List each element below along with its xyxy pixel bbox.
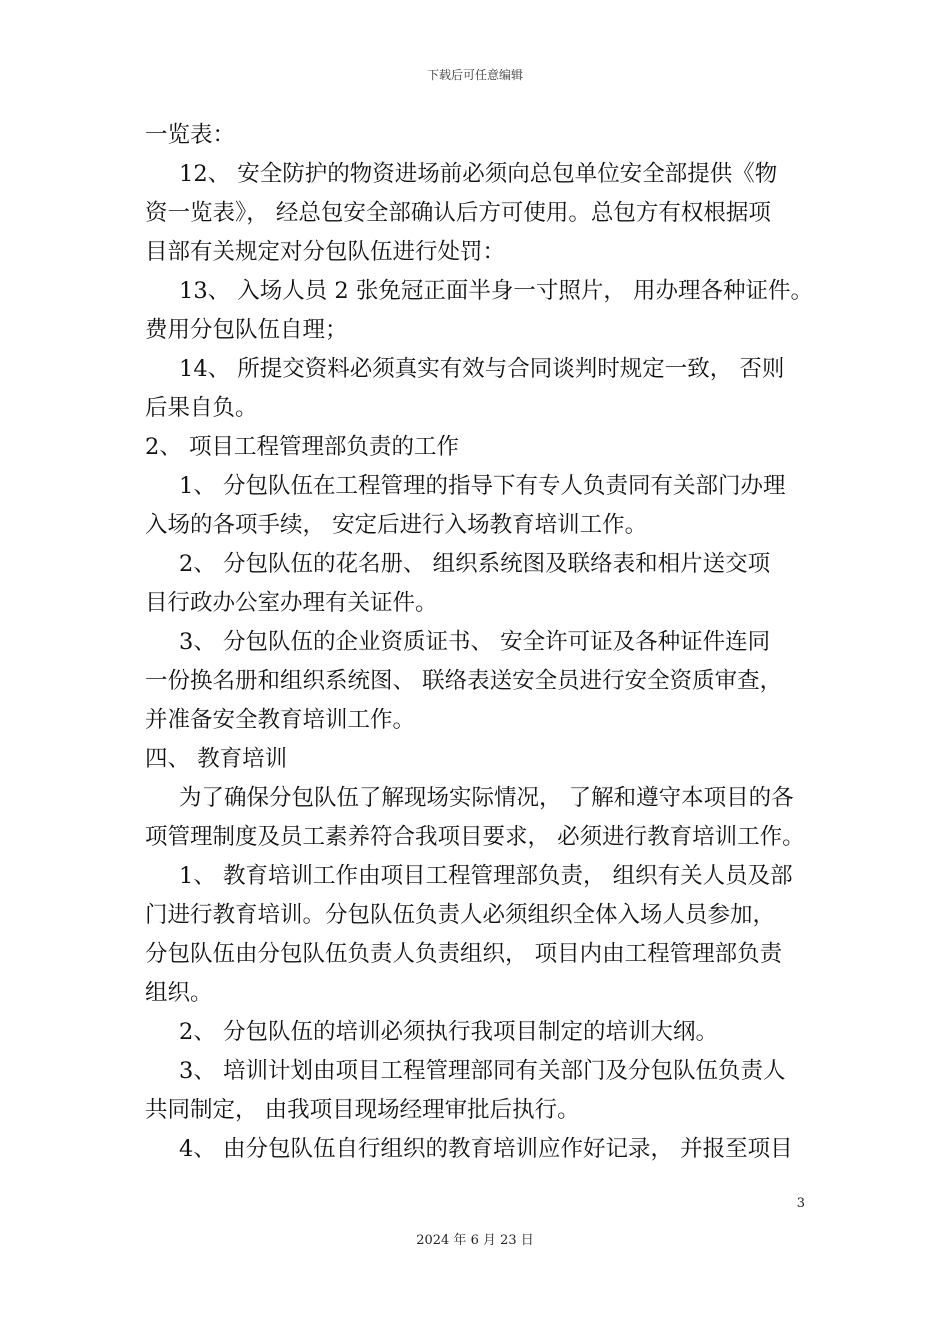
- body-line: 3、 培训计划由项目工程管理部同有关部门及分包队伍负责人: [179, 1058, 786, 1084]
- body-line: 为了确保分包队伍了解现场实际情况， 了解和遵守本项目的各: [179, 785, 794, 811]
- body-line: 1、 分包队伍在工程管理的指导下有专人负责同有关部门办理: [179, 473, 786, 499]
- body-line: 2、 分包队伍的培训必须执行我项目制定的培训大纲。: [179, 1019, 718, 1045]
- section-heading: 2、 项目工程管理部负责的工作: [145, 434, 459, 460]
- body-line: 入场的各项手续， 安定后进行入场教育培训工作。: [145, 512, 648, 538]
- body-line: 1、 教育培训工作由项目工程管理部负责， 组织有关人员及部: [179, 863, 793, 889]
- body-line: 并准备安全教育培训工作。: [145, 707, 416, 733]
- body-line: 目行政办公室办理有关证件。: [145, 590, 438, 616]
- footer-date: 2024 年 6 月 23 日: [416, 1233, 534, 1248]
- body-line: 分包队伍由分包队伍负责人负责组织， 项目内由工程管理部负责: [145, 941, 783, 967]
- body-line: 资一览表》， 经总包安全部确认后方可使用。总包方有权根据项: [145, 200, 771, 226]
- body-line: 3、 分包队伍的企业资质证书、 安全许可证及各种证件连同: [179, 629, 771, 655]
- body-line: 14、 所提交资料必须真实有效与合同谈判时规定一致， 否则: [179, 356, 785, 382]
- body-line: 一份换名册和组织系统图、 联络表送安全员进行安全资质审查，: [145, 668, 783, 694]
- body-line: 共同制定， 由我项目现场经理审批后执行。: [145, 1097, 580, 1123]
- body-line: 2、 分包队伍的花名册、 组织系统图及联络表和相片送交项: [179, 551, 771, 577]
- body-line: 项管理制度及员工素养符合我项目要求， 必须进行教育培训工作。: [145, 824, 805, 850]
- body-line: 一览表：: [145, 122, 236, 148]
- body-line: 费用分包队伍自理；: [145, 317, 348, 343]
- body-line: 目部有关规定对分包队伍进行处罚：: [145, 239, 506, 265]
- body-line: 12、 安全防护的物资进场前必须向总包单位安全部提供《物: [179, 161, 778, 187]
- page-header: 下载后可任意编辑: [426, 68, 523, 82]
- body-line: 后果自负。: [145, 395, 258, 421]
- section-heading: 四、 教育培训: [145, 746, 288, 772]
- body-line: 组织。: [145, 980, 213, 1006]
- body-line: 门进行教育培训。分包队伍负责人必须组织全体入场人员参加，: [145, 902, 776, 928]
- body-line: 13、 入场人员 2 张免冠正面半身一寸照片， 用办理各种证件。: [179, 278, 814, 304]
- page-number: 3: [796, 1196, 805, 1211]
- document-body: [145, 116, 817, 1169]
- body-line: 4、 由分包队伍自行组织的教育培训应作好记录， 并报至项目: [179, 1136, 793, 1162]
